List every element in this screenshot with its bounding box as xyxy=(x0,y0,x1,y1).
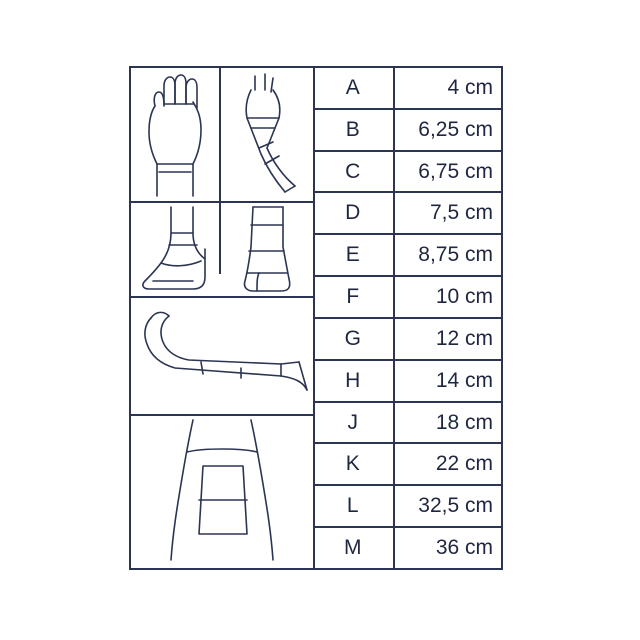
size-value: 6,75 cm xyxy=(418,159,493,183)
size-value: 4 cm xyxy=(447,75,493,99)
table-row xyxy=(313,68,503,110)
table-row xyxy=(313,277,503,319)
table-row xyxy=(313,235,503,277)
illustration-lower-leg xyxy=(221,203,313,296)
table-row xyxy=(313,319,503,361)
size-value: 18 cm xyxy=(435,410,493,434)
size-letter: L xyxy=(313,486,395,526)
size-letter: G xyxy=(313,319,395,359)
illustration-torso-trunk xyxy=(131,416,313,566)
size-value: 14 cm xyxy=(435,368,493,392)
size-value: 22 cm xyxy=(435,452,493,476)
measurement-table xyxy=(313,68,503,568)
table-row xyxy=(313,528,503,568)
size-value: 8,75 cm xyxy=(418,243,493,267)
size-letter: C xyxy=(313,152,395,192)
table-row xyxy=(313,361,503,403)
size-value: 10 cm xyxy=(435,285,493,309)
size-value: 12 cm xyxy=(435,326,493,350)
size-letter: J xyxy=(313,403,395,443)
size-letter: A xyxy=(313,68,395,108)
size-letter: B xyxy=(313,110,395,150)
size-value: 36 cm xyxy=(435,536,493,560)
size-value: 7,5 cm xyxy=(429,201,493,225)
table-row xyxy=(313,152,503,194)
table-row xyxy=(313,403,503,445)
table-row xyxy=(313,444,503,486)
size-letter: K xyxy=(313,444,395,484)
illustration-hand xyxy=(131,68,219,201)
table-row xyxy=(313,193,503,235)
size-letter: H xyxy=(313,361,395,401)
table-row xyxy=(313,110,503,152)
size-letter: E xyxy=(313,235,395,275)
illustration-full-leg xyxy=(131,298,313,414)
illustration-foot-ankle xyxy=(131,203,219,296)
illustration-arm-elbow xyxy=(221,68,313,201)
size-letter: D xyxy=(313,193,395,233)
table-row xyxy=(313,486,503,528)
size-chart-box xyxy=(129,66,503,570)
size-letter: F xyxy=(313,277,395,317)
size-value: 32,5 cm xyxy=(418,494,493,518)
size-value: 6,25 cm xyxy=(418,117,493,141)
size-letter: M xyxy=(313,528,395,568)
